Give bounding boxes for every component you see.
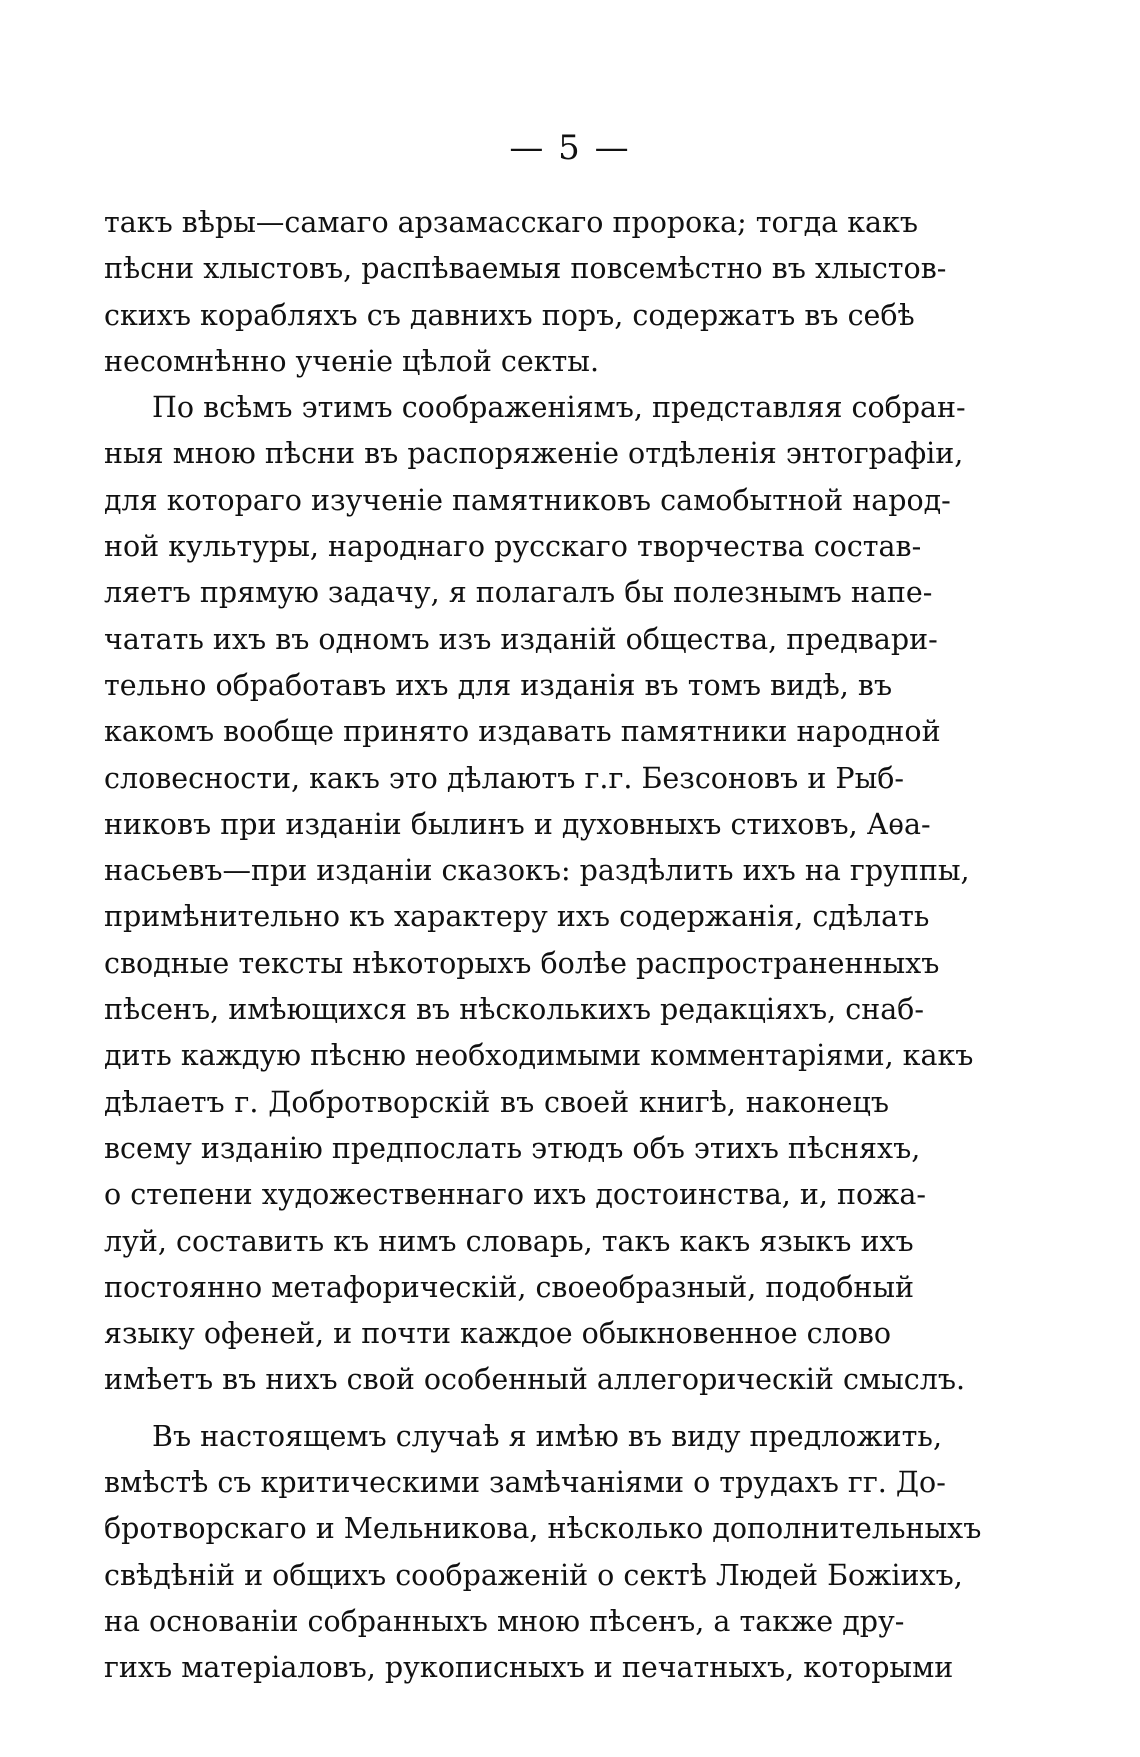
text-line: всему изданію предпослать этюдъ объ этихъ пѣсняхъ,	[104, 1131, 921, 1165]
text-line: сводные тексты нѣкоторыхъ болѣе распространенныхъ	[104, 946, 940, 980]
text-line: пѣсенъ, имѣющихся въ нѣсколькихъ редакціяхъ, снаб-	[104, 993, 924, 1027]
text-line: такъ вѣры—самаго арзамасскаго пророка; тогда какъ	[104, 206, 918, 239]
text-line: свѣдѣній и общихъ соображеній о сектѣ Людей Божіихъ,	[104, 1558, 963, 1592]
page-number: — 5 —	[509, 128, 631, 168]
text-line: имѣетъ въ нихъ свой особенный аллегорическій смыслъ.	[104, 1363, 966, 1397]
paragraph-gap	[104, 1404, 889, 1414]
text-line: луй, составить къ нимъ словарь, такъ какъ языкъ ихъ	[104, 1224, 914, 1258]
text-line: По всѣмъ этимъ соображеніямъ, представляя собран-	[152, 391, 966, 425]
text-line: на основаніи собранныхъ мною пѣсенъ, а также дру-	[104, 1604, 905, 1638]
text-line: постоянно метафорическій, своеобразный, подобный	[104, 1270, 915, 1304]
text-line: тельно обработавъ ихъ для изданія въ томъ видѣ, въ	[104, 668, 893, 702]
text-line: вмѣстѣ съ критическими замѣчаніями о трудахъ гг. До-	[104, 1466, 946, 1500]
text-line: скихъ корабляхъ съ давнихъ поръ, содержатъ въ себѣ	[104, 298, 915, 332]
text-line: словесности, какъ это дѣлаютъ г.г. Безсоновъ и Рыб-	[104, 761, 905, 795]
text-line: какомъ вообще принято издавать памятники народной	[104, 715, 941, 749]
paragraph	[104, 385, 974, 1404]
text-line: насьевъ—при изданіи сказокъ: раздѣлить ихъ на группы,	[104, 854, 970, 888]
text-line: никовъ при изданіи былинъ и духовныхъ стиховъ, Аѳа-	[104, 807, 931, 841]
text-line: Въ настоящемъ случаѣ я имѣю въ виду предложить,	[152, 1419, 943, 1453]
paragraph	[104, 200, 947, 385]
text-line: языку офеней, и почти каждое обыкновенное слово	[104, 1317, 892, 1351]
text-line: ныя мною пѣсни въ распоряженіе отдѣленія энтографіи,	[104, 437, 964, 471]
text-line: пѣсни хлыстовъ, распѣваемыя повсемѣстно въ хлыстов-	[104, 252, 947, 286]
text-line: примѣнительно къ характеру ихъ содержанія, сдѣлать	[104, 900, 930, 934]
text-line: для котораго изученіе памятниковъ самобытной народ-	[104, 483, 951, 517]
text-line: чатать ихъ въ одномъ изъ изданій общества, предвари-	[104, 622, 938, 656]
text-line: гихъ матеріаловъ, рукописныхъ и печатныхъ, которыми	[104, 1651, 954, 1685]
text-line: ляетъ прямую задачу, я полагалъ бы полезнымъ напе-	[104, 576, 933, 610]
text-line: дить каждую пѣсню необходимыми комментаріями, какъ	[104, 1039, 974, 1073]
text-line: бротворскаго и Мельникова, нѣсколько дополнительныхъ	[104, 1512, 982, 1546]
text-line: о степени художественнаго ихъ достоинства, и, пожа-	[104, 1178, 926, 1212]
text-line: дѣлаетъ г. Добротворскій въ своей книгѣ, наконецъ	[104, 1085, 889, 1119]
body-text	[104, 200, 982, 1692]
paragraph	[104, 1414, 982, 1692]
text-line: несомнѣнно ученіе цѣлой секты.	[104, 344, 600, 378]
text-line: ной культуры, народнаго русскаго творчества состав-	[104, 530, 922, 564]
